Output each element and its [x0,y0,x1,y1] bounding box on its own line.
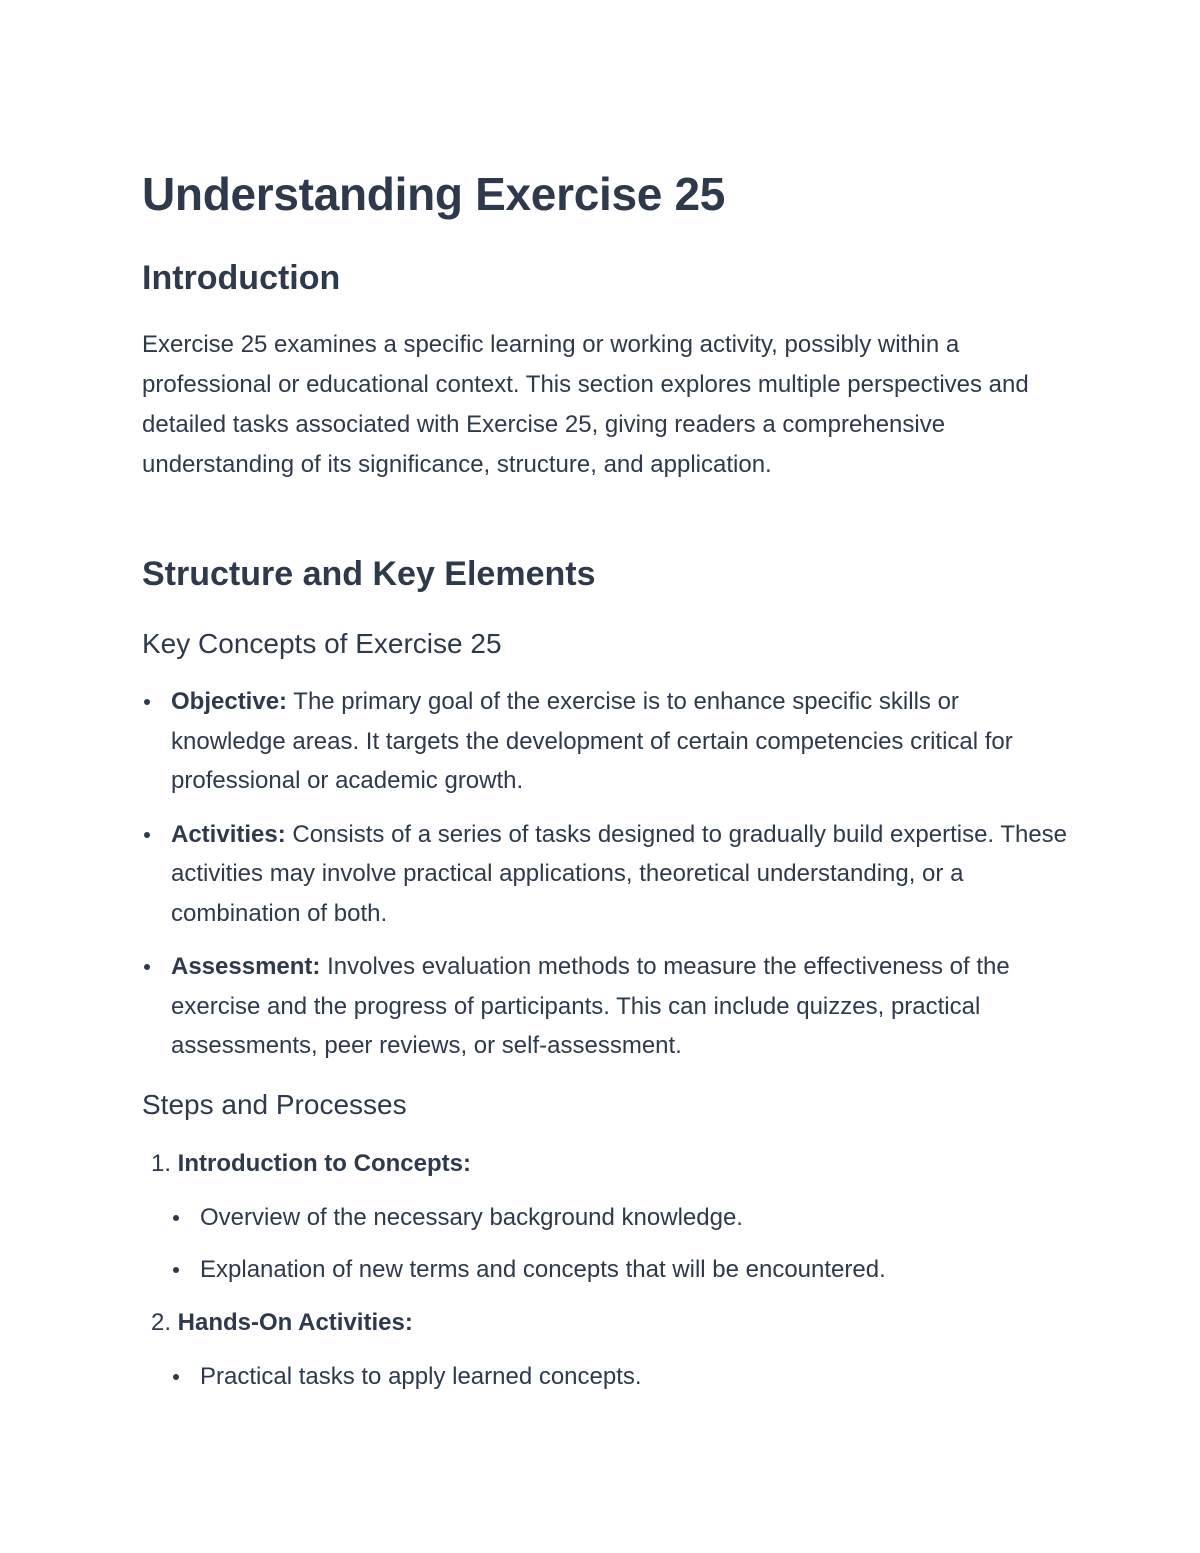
assessment-term: Assessment: [171,953,321,980]
step-1-label: Introduction to Concepts: [177,1150,471,1177]
step-1-sublist [171,1202,886,1306]
objective-term: Objective: [171,688,288,715]
step-2-number: 2. [150,1309,171,1336]
activities-term: Activities: [171,820,286,848]
list-item: Overview of the necessary background knowledge. [171,1202,886,1234]
assessment-text: Involves evaluation methods to measure the effectiveness of the exercise and the progress of participants. This can include quizzes, practical assessments, peer reviews, or self-assessment. [171,953,1010,1059]
introduction-paragraph: Exercise 25 examines a specific learning or working activity, possibly within a professional or educational context. This section explores multiple perspectives and detailed tasks associated with Exercise 25, giving readers a comprehensive understanding of its significance, structure, and application. [142,331,1029,478]
list-item [142,947,1072,1066]
objective-text: The primary goal of the exercise is to enhance specific skills or knowledge areas. It targets the development of certain competencies critical for professional or academic growth. [171,688,1013,794]
list-item [142,682,1072,801]
step-1 [142,1148,471,1180]
list-item: Explanation of new terms and concepts that will be encountered. [171,1254,886,1286]
activities-text: Consists of a series of tasks designed to gradually build expertise. These activities may involve practical applications, theoretical understanding, or a combination of both. [171,820,1068,927]
document-title: Understanding Exercise 25 [142,168,726,220]
step-2 [142,1307,413,1339]
introduction-heading: Introduction [142,259,341,297]
list-item: Practical tasks to apply learned concepts. [171,1361,642,1393]
list-item [142,815,1072,934]
key-concepts-list [142,682,1072,1080]
step-2-label: Hands-On Activities: [177,1309,413,1336]
key-concepts-heading: Key Concepts of Exercise 25 [142,628,502,659]
structure-heading: Structure and Key Elements [142,555,596,593]
step-2-sublist [171,1361,642,1413]
steps-heading: Steps and Processes [142,1089,407,1120]
step-1-number: 1. [150,1150,171,1177]
